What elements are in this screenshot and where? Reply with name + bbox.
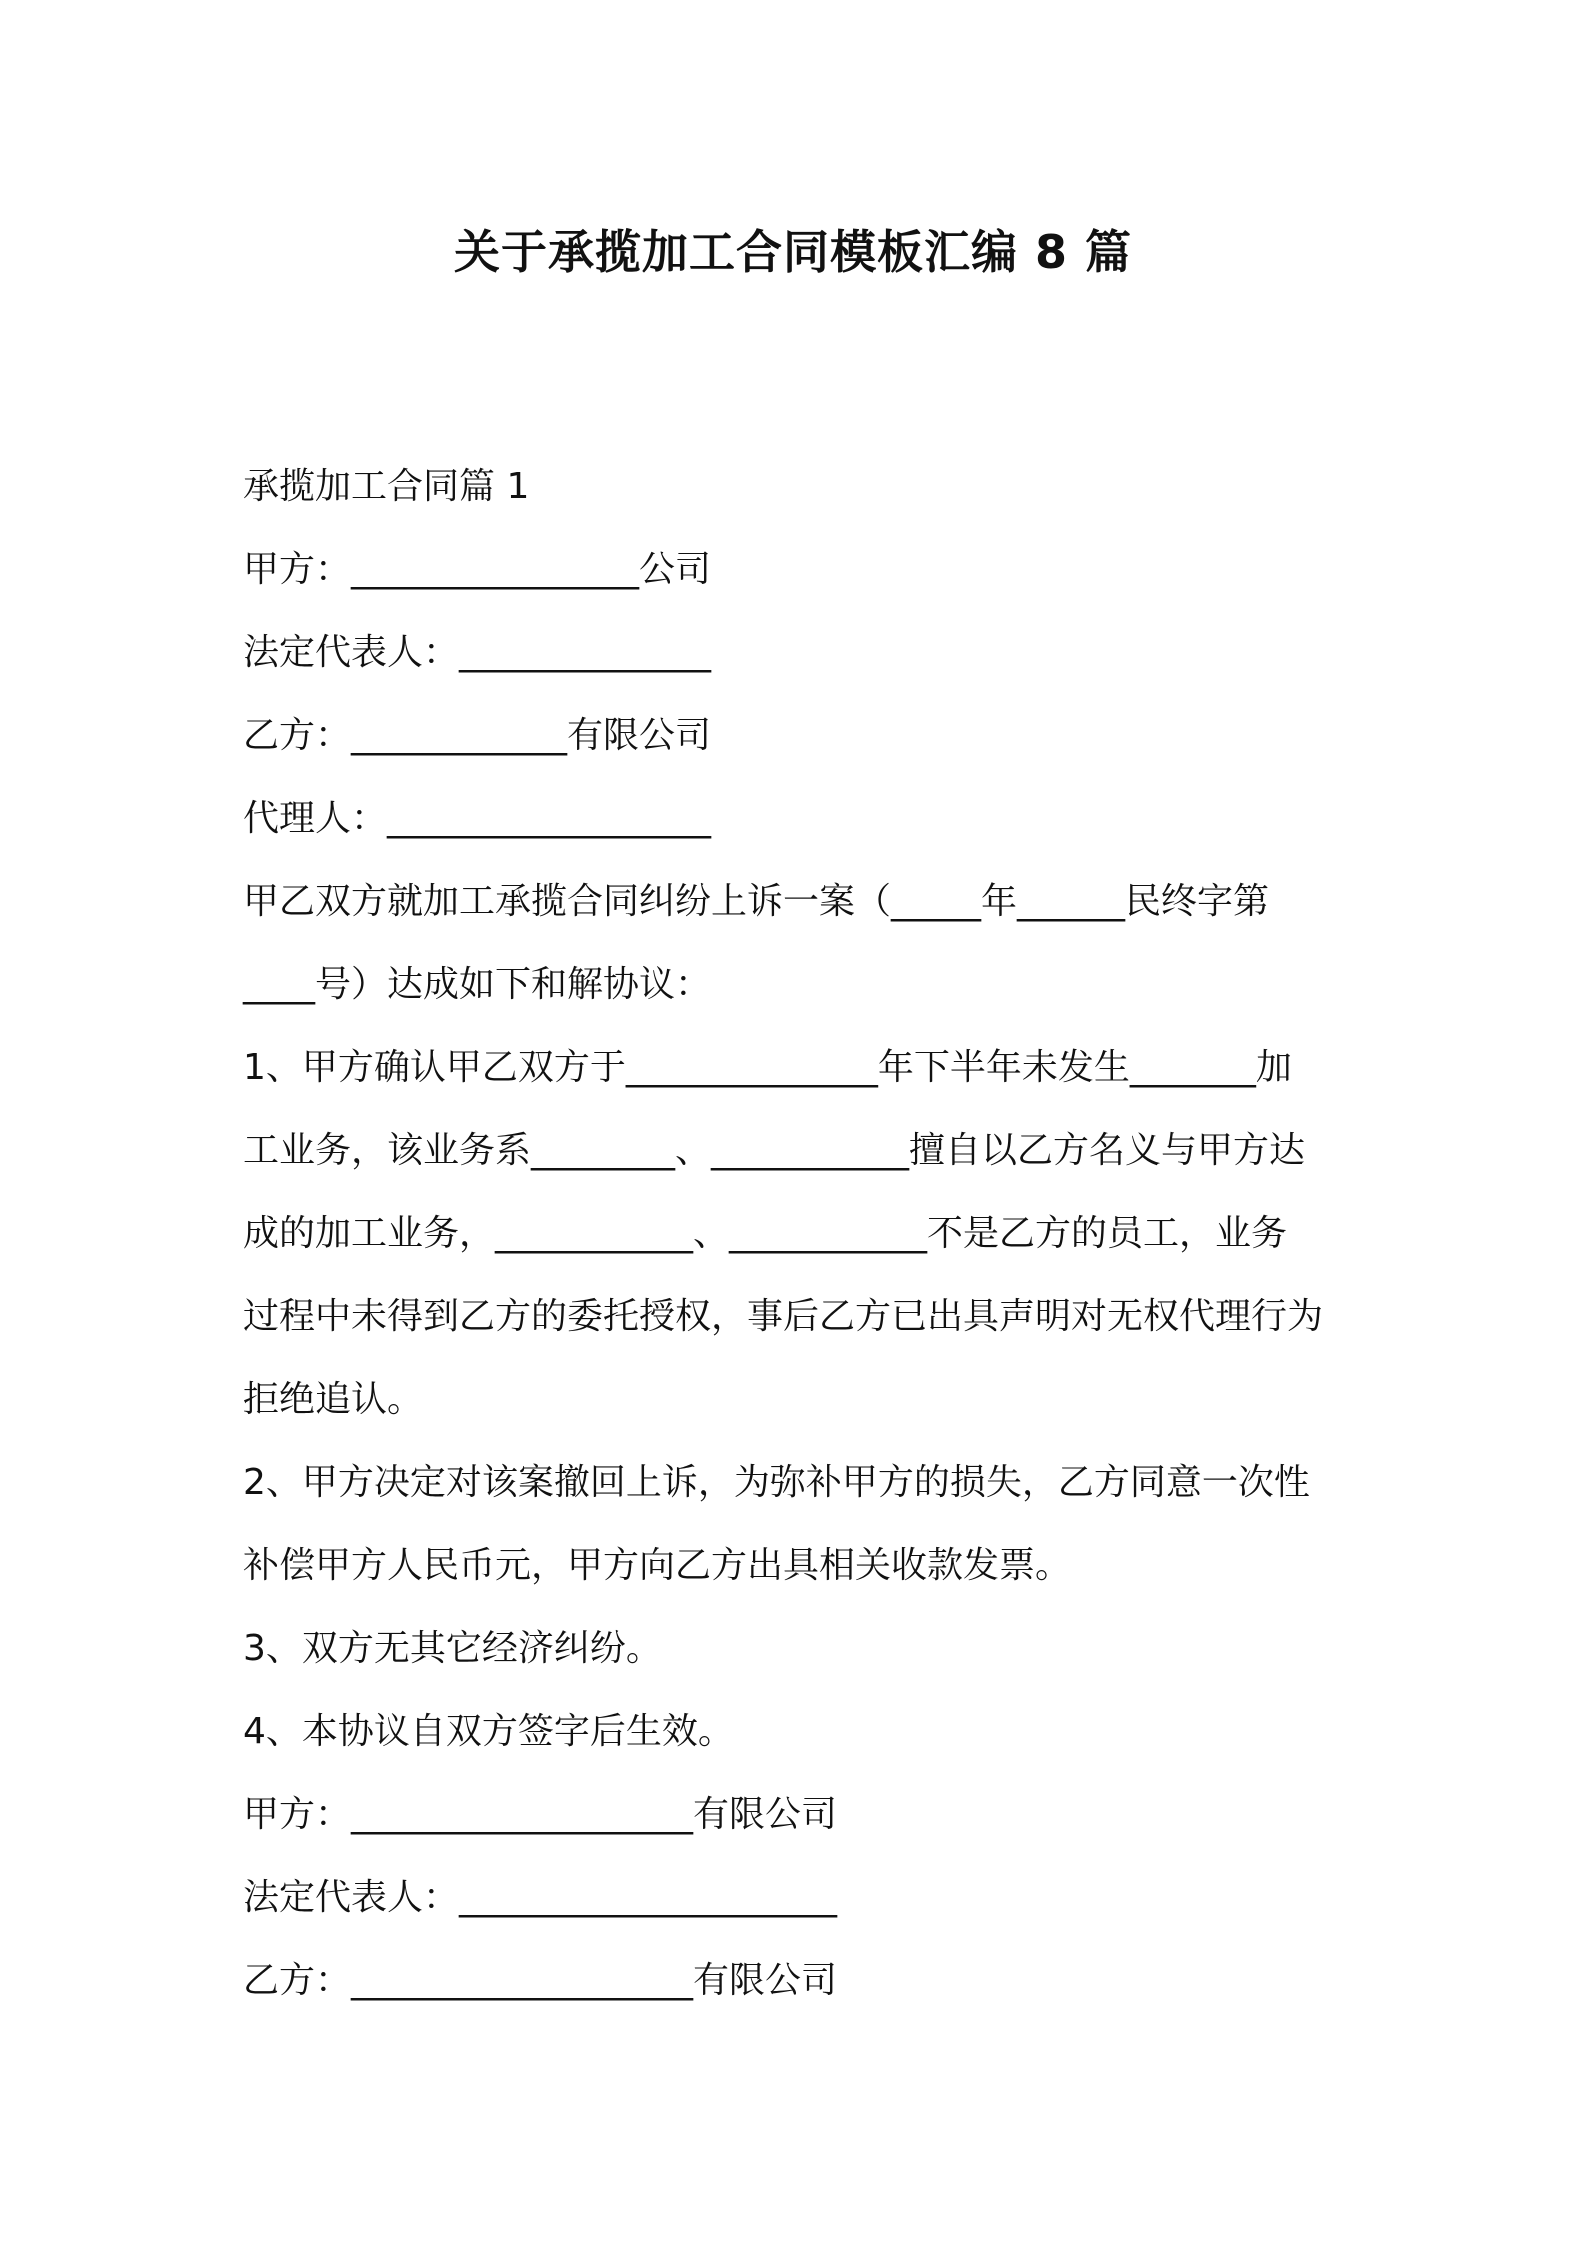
document-title: 关于承揽加工合同模板汇编 8 篇: [453, 225, 1133, 279]
document-body: [243, 445, 1353, 2022]
clause-3-line: 3、双方无其它经济纠纷。: [243, 1628, 662, 1669]
clause-1-line: 拒绝追认。: [243, 1379, 424, 1420]
section-heading: 承揽加工合同篇 1: [243, 466, 530, 507]
paragraph-line: ____号）达成如下和解协议：: [243, 964, 712, 1005]
clause-1-line: 1、甲方确认甲乙双方于______________年下半年未发生_______加: [243, 1047, 1292, 1088]
legal-representative-line: 法定代表人：______________: [243, 632, 712, 673]
clause-2-line: 补偿甲方人民币元，甲方向乙方出具相关收款发票。: [243, 1545, 1072, 1586]
clause-1-line: 成的加工业务，___________、___________不是乙方的员工，业务: [243, 1213, 1288, 1254]
signature-party-a-line: 甲方：___________________有限公司: [243, 1794, 838, 1835]
clause-2-line: 2、甲方决定对该案撤回上诉，为弥补甲方的损失，乙方同意一次性: [243, 1462, 1310, 1503]
clause-4-line: 4、本协议自双方签字后生效。: [243, 1711, 734, 1752]
clause-1-line: 过程中未得到乙方的委托授权，事后乙方已出具声明对无权代理行为: [243, 1296, 1324, 1337]
signature-legal-representative-line: 法定代表人：_____________________: [243, 1877, 838, 1918]
clause-1-line: 工业务，该业务系________、___________擅自以乙方名义与甲方达: [243, 1130, 1306, 1171]
party-a-line: 甲方：________________公司: [243, 549, 712, 590]
agent-line: 代理人：__________________: [243, 798, 712, 839]
signature-party-b-line: 乙方：___________________有限公司: [243, 1960, 838, 2001]
party-b-line: 乙方：____________有限公司: [243, 715, 712, 756]
paragraph-line: 甲乙双方就加工承揽合同纠纷上诉一案（_____年______民终字第: [243, 881, 1270, 922]
